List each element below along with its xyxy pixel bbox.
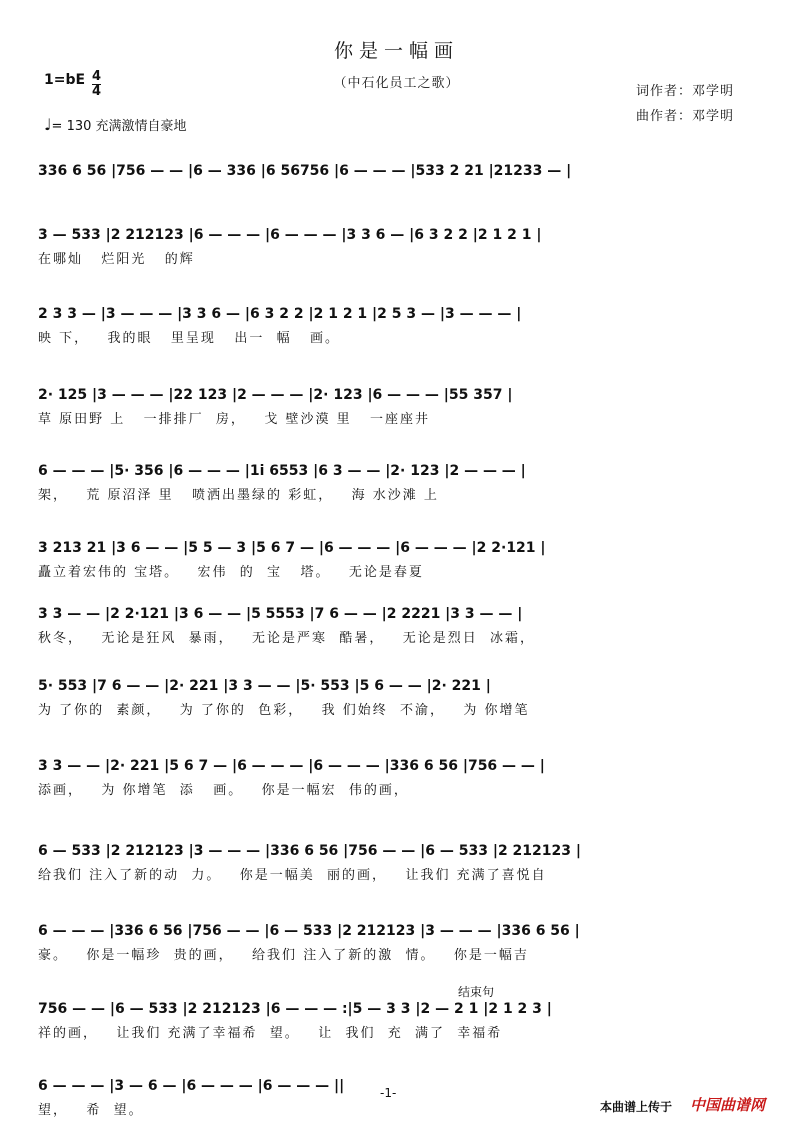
notation-line: 3 3 — — |2· 221 |5 6 7 — |6 — — — |6 — — — |336 6 56 |756 — — |	[38, 758, 545, 774]
notation-line: 5· 553 |7 6 — — |2· 221 |3 3 — — |5· 553 |5 6 — — |2· 221 |	[38, 678, 491, 694]
lyrics-line: 矗立着宏伟的 宝塔。 宏伟 的 宝 塔。 无论是春夏	[38, 565, 424, 580]
lyrics-line: 豪。 你是一幅珍 贵的画， 给我们 注入了新的激 情。 你是一幅吉	[38, 948, 529, 963]
lyrics-line: 在哪灿 烂阳光 的辉	[38, 252, 195, 267]
time-signature	[92, 70, 101, 99]
lyrics-line: 草 原田野 上 一排排厂 房， 戈 壁沙漠 里 一座座井	[38, 412, 430, 427]
tempo-text: = 130 充满激情自豪地	[51, 119, 187, 134]
lyrics-line: 映 下， 我的眼 里呈现 出一 幅 画。	[38, 331, 340, 346]
notation-line: 3 213 21 |3 6 — — |5 5 — 3 |5 6 7 — |6 — — — |6 — — — |2 2·121 |	[38, 540, 546, 556]
tempo-marking	[44, 115, 187, 134]
notation-line: 2· 125 |3 — — — |22 123 |2 — — — |2· 123 |6 — — — |55 357 |	[38, 387, 513, 403]
composer-credit: 曲作者：邓学明	[636, 109, 735, 124]
lyrics-line: 添画， 为 你增笔 添 画。 你是一幅宏 伟的画，	[38, 783, 409, 798]
key-signature: 1=bE	[44, 72, 86, 88]
time-signature-bottom: 4	[92, 84, 102, 99]
lyrics-line: 给我们 注入了新的动 力。 你是一幅美 丽的画， 让我们 充满了喜悦自	[38, 868, 547, 883]
lyrics-line	[38, 186, 758, 206]
notation-line: 6 — — — |3 — 6 — |6 — — — |6 — — — ||	[38, 1078, 345, 1094]
notation-line: 6 — — — |336 6 56 |756 — — |6 — 533 |2 212123 |3 — — — |336 6 56 |	[38, 923, 580, 939]
site-logo: 中国曲谱网	[690, 1096, 766, 1114]
time-signature-top: 4	[92, 69, 102, 84]
quarter-note-icon: ♩	[44, 115, 52, 134]
lyrics-line: 望， 希 望。	[38, 1103, 144, 1118]
song-title: 你是一幅画	[333, 40, 459, 62]
notation-line: 336 6 56 |756 — — |6 — 336 |6 56756 |6 — — — |533 2 21 |21233 — |	[38, 163, 572, 179]
lyrics-line: 祥的画， 让我们 充满了幸福希 望。 让 我们 充 满了 幸福希	[38, 1026, 503, 1041]
ending-label: 结束句	[458, 985, 495, 999]
lyrics-line: 秋冬， 无论是狂风 暴雨， 无论是严寒 酷暑， 无论是烈日 冰霜，	[38, 631, 535, 646]
page-number: -1-	[380, 1086, 397, 1100]
song-subtitle: （中石化员工之歌）	[333, 76, 460, 91]
notation-line: 6 — — — |5· 356 |6 — — — |1i 6553 |6 3 — — |2· 123 |2 — — — |	[38, 463, 526, 479]
notation-line: 2 3 3 — |3 — — — |3 3 6 — |6 3 2 2 |2 1 2 1 |2 5 3 — |3 — — — |	[38, 306, 522, 322]
notation-line: 6 — 533 |2 212123 |3 — — — |336 6 56 |756 — — |6 — 533 |2 212123 |	[38, 843, 581, 859]
lyricist-credit: 词作者：邓学明	[636, 84, 735, 99]
notation-line: 756 — — |6 — 533 |2 212123 |6 — — — :|5 — 3 3 |2 — 2 1 |2 1 2 3 |	[38, 1001, 552, 1017]
lyrics-line: 架， 荒 原沼泽 里 喷洒出墨绿的 彩虹， 海 水沙滩 上	[38, 488, 439, 503]
notation-line: 3 3 — — |2 2·121 |3 6 — — |5 5553 |7 6 — — |2 2221 |3 3 — — |	[38, 606, 523, 622]
upload-text: 本曲谱上传于	[600, 1100, 673, 1114]
notation-line: 3 — 533 |2 212123 |6 — — — |6 — — — |3 3 6 — |6 3 2 2 |2 1 2 1 |	[38, 227, 542, 243]
lyrics-line: 为 了你的 素颜， 为 了你的 色彩， 我 们始终 不渝， 为 你增笔	[38, 703, 530, 718]
